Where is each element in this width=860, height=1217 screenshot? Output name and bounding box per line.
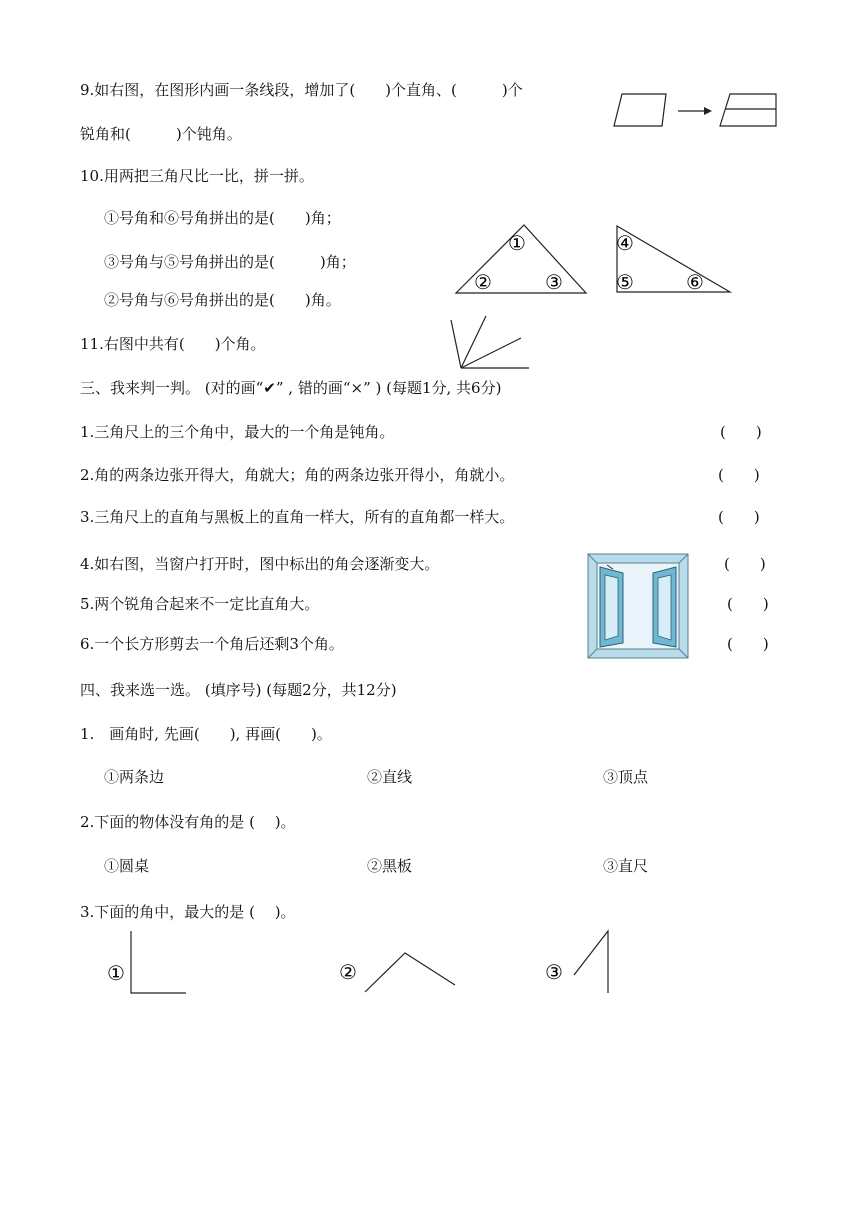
section4-header: 四、我来选一选。 (填序号) (每题2分，共12分)	[80, 681, 397, 699]
angle-option-1[interactable]	[100, 925, 195, 1000]
judge-item-2: 2.角的两条边张开得大，角就大；角的两条边张开得小，角就小。	[80, 466, 515, 484]
judge-answer-5[interactable]: ( )	[727, 595, 769, 613]
tri1-label-2: ②	[474, 270, 492, 294]
open-window-figure	[587, 553, 689, 659]
judge-item-3: 3.三角尺上的直角与黑板上的直角一样大，所有的直角都一样大。	[80, 508, 515, 526]
choice-q3-text: 3.下面的角中，最大的是 ( )。	[80, 903, 296, 921]
angle-label-1: ①	[107, 961, 125, 985]
q10-item-1: ①号角和⑥号角拼出的是( )角；	[104, 209, 341, 227]
angle-label-3: ③	[545, 960, 563, 984]
q9-line2: 锐角和( )个钝角。	[80, 125, 242, 143]
judge-answer-6[interactable]: ( )	[727, 635, 769, 653]
triangle-ruler-1	[450, 220, 595, 298]
tri1-label-1: ①	[508, 231, 526, 255]
choice-q1-option-2[interactable]: ②直线	[367, 768, 413, 786]
angle-option-3[interactable]	[540, 925, 620, 1000]
q9-line1: 9.如右图，在图形内画一条线段，增加了( )个直角、( )个	[80, 81, 523, 99]
judge-item-1: 1.三角尺上的三个角中，最大的一个角是钝角。	[80, 423, 395, 441]
choice-q1-text: 1. 画角时, 先画( ), 再画( )。	[80, 725, 332, 743]
choice-q2-option-2[interactable]: ②黑板	[367, 857, 413, 875]
q11-rays-figure	[445, 312, 535, 374]
angle-label-2: ②	[339, 960, 357, 984]
q10-item-3: ②号角与⑥号角拼出的是( )角。	[104, 291, 341, 309]
q11-text: 11.右图中共有( )个角。	[80, 335, 266, 353]
choice-q1-option-1[interactable]: ①两条边	[104, 768, 165, 786]
q10-item-2: ③号角与⑤号角拼出的是( )角；	[104, 253, 356, 271]
tri2-label-5: ⑤	[616, 270, 634, 294]
q10-title: 10.用两把三角尺比一比，拼一拼。	[80, 167, 314, 185]
judge-answer-3[interactable]: ( )	[718, 508, 760, 526]
judge-item-4: 4.如右图，当窗户打开时，图中标出的角会逐渐变大。	[80, 555, 440, 573]
judge-answer-4[interactable]: ( )	[724, 555, 766, 573]
choice-q2-text: 2.下面的物体没有角的是 ( )。	[80, 813, 296, 831]
triangle-ruler-2	[610, 222, 736, 298]
tri2-label-6: ⑥	[686, 270, 704, 294]
tri1-label-3: ③	[545, 270, 563, 294]
choice-q2-option-3[interactable]: ③直尺	[603, 857, 649, 875]
judge-answer-2[interactable]: ( )	[718, 466, 760, 484]
tri2-label-4: ④	[616, 231, 634, 255]
choice-q1-option-3[interactable]: ③顶点	[603, 768, 649, 786]
q9-parallelogram-figure	[600, 86, 785, 134]
judge-item-6: 6.一个长方形剪去一个角后还剩3个角。	[80, 635, 344, 653]
judge-answer-1[interactable]: ( )	[720, 423, 762, 441]
section3-header: 三、我来判一判。 (对的画“✔” , 错的画“×” ) (每题1分, 共6分)	[80, 379, 502, 397]
choice-q2-option-1[interactable]: ①圆桌	[104, 857, 150, 875]
judge-item-5: 5.两个锐角合起来不一定比直角大。	[80, 595, 320, 613]
angle-option-2[interactable]	[335, 945, 460, 1000]
